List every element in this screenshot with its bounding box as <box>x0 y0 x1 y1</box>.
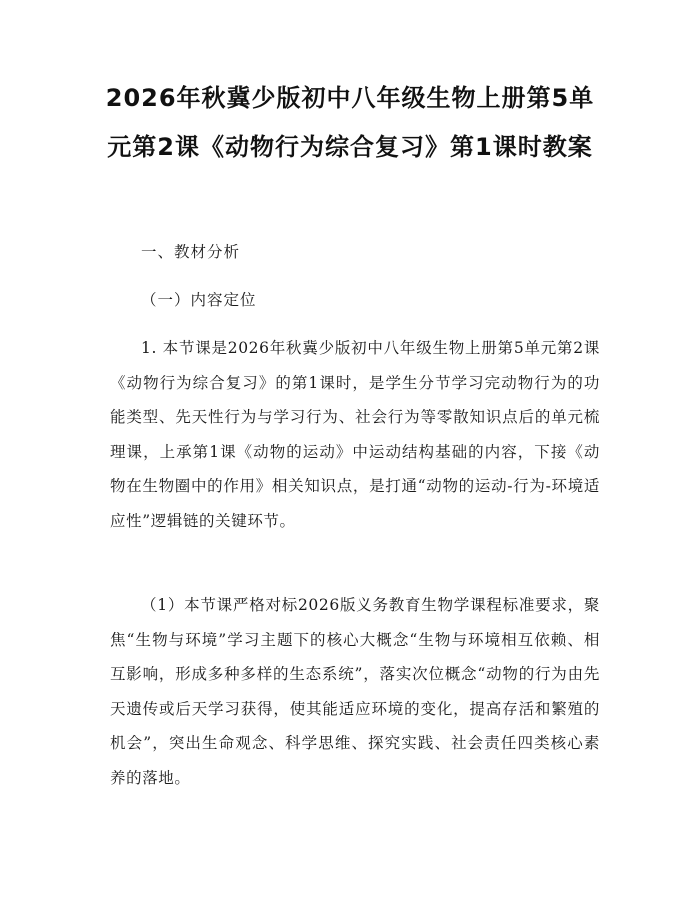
paragraph-curriculum-standard: （1）本节课严格对标2026版义务教育生物学课程标准要求，聚焦“生物与环境”学习主题下的核心大概念“生物与环境相互依赖、相互影响，形成多种多样的生态系统”，落实次位概念“动物的行为由先天遗传或后天学习获得，使其能适应环境的变化，提高存活和繁殖的机会”，突出生命观念、科学思维、探究实践、社会责任四类核心素养的落地。 <box>110 596 600 787</box>
document-title: 2026年秋冀少版初中八年级生物上册第5单元第2课《动物行为综合复习》第1课时教案 <box>105 84 595 161</box>
paragraph-content-positioning: 1. 本节课是2026年秋冀少版初中八年级生物上册第5单元第2课《动物行为综合复习》的第1课时，是学生分节学习完动物行为的功能类型、先天性行为与学习行为、社会行为等零散知识点后的单元梳理课，上承第1课《动物的运动》中运动结构基础的内容，下接《动物在生物圈中的作用》相关知识点，是打通“动物的运动-行为-环境适应性”逻辑链的关键环节。 <box>110 339 600 530</box>
section-heading: 一、教材分析 <box>141 243 241 261</box>
subsection-heading: （一）内容定位 <box>141 291 257 309</box>
